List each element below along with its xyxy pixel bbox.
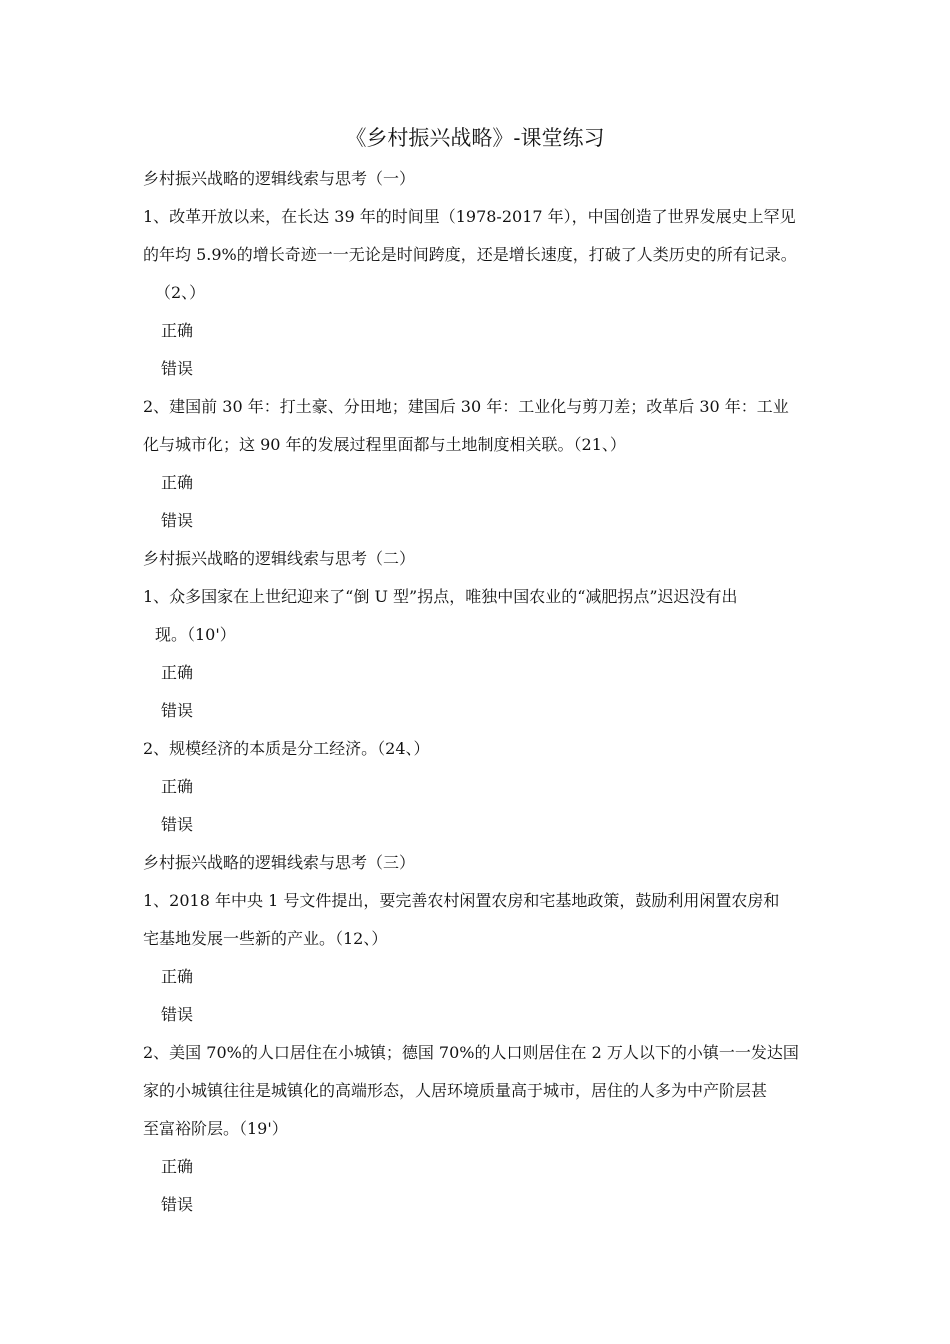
option-false[interactable]: 错误 [161,1195,194,1214]
option-false[interactable]: 错误 [161,815,194,834]
question-text: 2、规模经济的本质是分工经济。（24、） [143,739,430,758]
question-text: 1、2018 年中央 1 号文件提出，要完善农村闲置农房和宅基地政策，鼓励利用闲置农房和 [143,891,780,910]
section-3 [143,852,833,1232]
section-1 [143,168,833,548]
option-false[interactable]: 错误 [161,359,194,378]
question-2-1 [143,586,833,738]
question-text: 宅基地发展一些新的产业。（12、） [143,929,388,948]
question-score: （2、） [155,283,206,302]
question-text: 现。（10'） [155,625,236,644]
question-text: 化与城市化；这 90 年的发展过程里面都与土地制度相关联。（21、） [143,435,626,454]
option-false[interactable]: 错误 [161,1005,194,1024]
question-1-1 [143,206,833,396]
question-3-2 [143,1042,833,1232]
question-text: 至富裕阶层。（19'） [143,1119,288,1138]
question-text: 1、改革开放以来，在长达 39 年的时间里（1978-2017 年），中国创造了世界发展史上罕见 [143,207,796,226]
section-heading: 乡村振兴战略的逻辑线索与思考（三） [143,853,416,872]
option-true[interactable]: 正确 [161,663,194,682]
page-title: 《乡村振兴战略》-课堂练习 [345,126,605,150]
question-text: 2、美国 70%的人口居住在小城镇；德国 70%的人口则居住在 2 万人以下的小镇一一发达国 [143,1043,799,1062]
question-text: 1、众多国家在上世纪迎来了“倒 U 型”拐点，唯独中国农业的“减肥拐点”迟迟没有出 [143,587,738,606]
question-text: 的年均 5.9%的增长奇迹一一无论是时间跨度，还是增长速度，打破了人类历史的所有记录。 [143,245,797,264]
document-body [143,168,833,1232]
option-true[interactable]: 正确 [161,1157,194,1176]
question-text: 家的小城镇往往是城镇化的高端形态，人居环境质量高于城市，居住的人多为中产阶层甚 [143,1081,768,1100]
section-heading: 乡村振兴战略的逻辑线索与思考（一） [143,169,416,188]
section-heading: 乡村振兴战略的逻辑线索与思考（二） [143,549,416,568]
option-true[interactable]: 正确 [161,777,194,796]
question-3-1 [143,890,833,1042]
option-false[interactable]: 错误 [161,701,194,720]
option-false[interactable]: 错误 [161,511,194,530]
question-1-2 [143,396,833,548]
section-2 [143,548,833,852]
option-true[interactable]: 正确 [161,967,194,986]
option-true[interactable]: 正确 [161,321,194,340]
question-text: 2、建国前 30 年：打土豪、分田地；建国后 30 年：工业化与剪刀差；改革后 30 年：工业 [143,397,789,416]
question-2-2 [143,738,833,852]
option-true[interactable]: 正确 [161,473,194,492]
